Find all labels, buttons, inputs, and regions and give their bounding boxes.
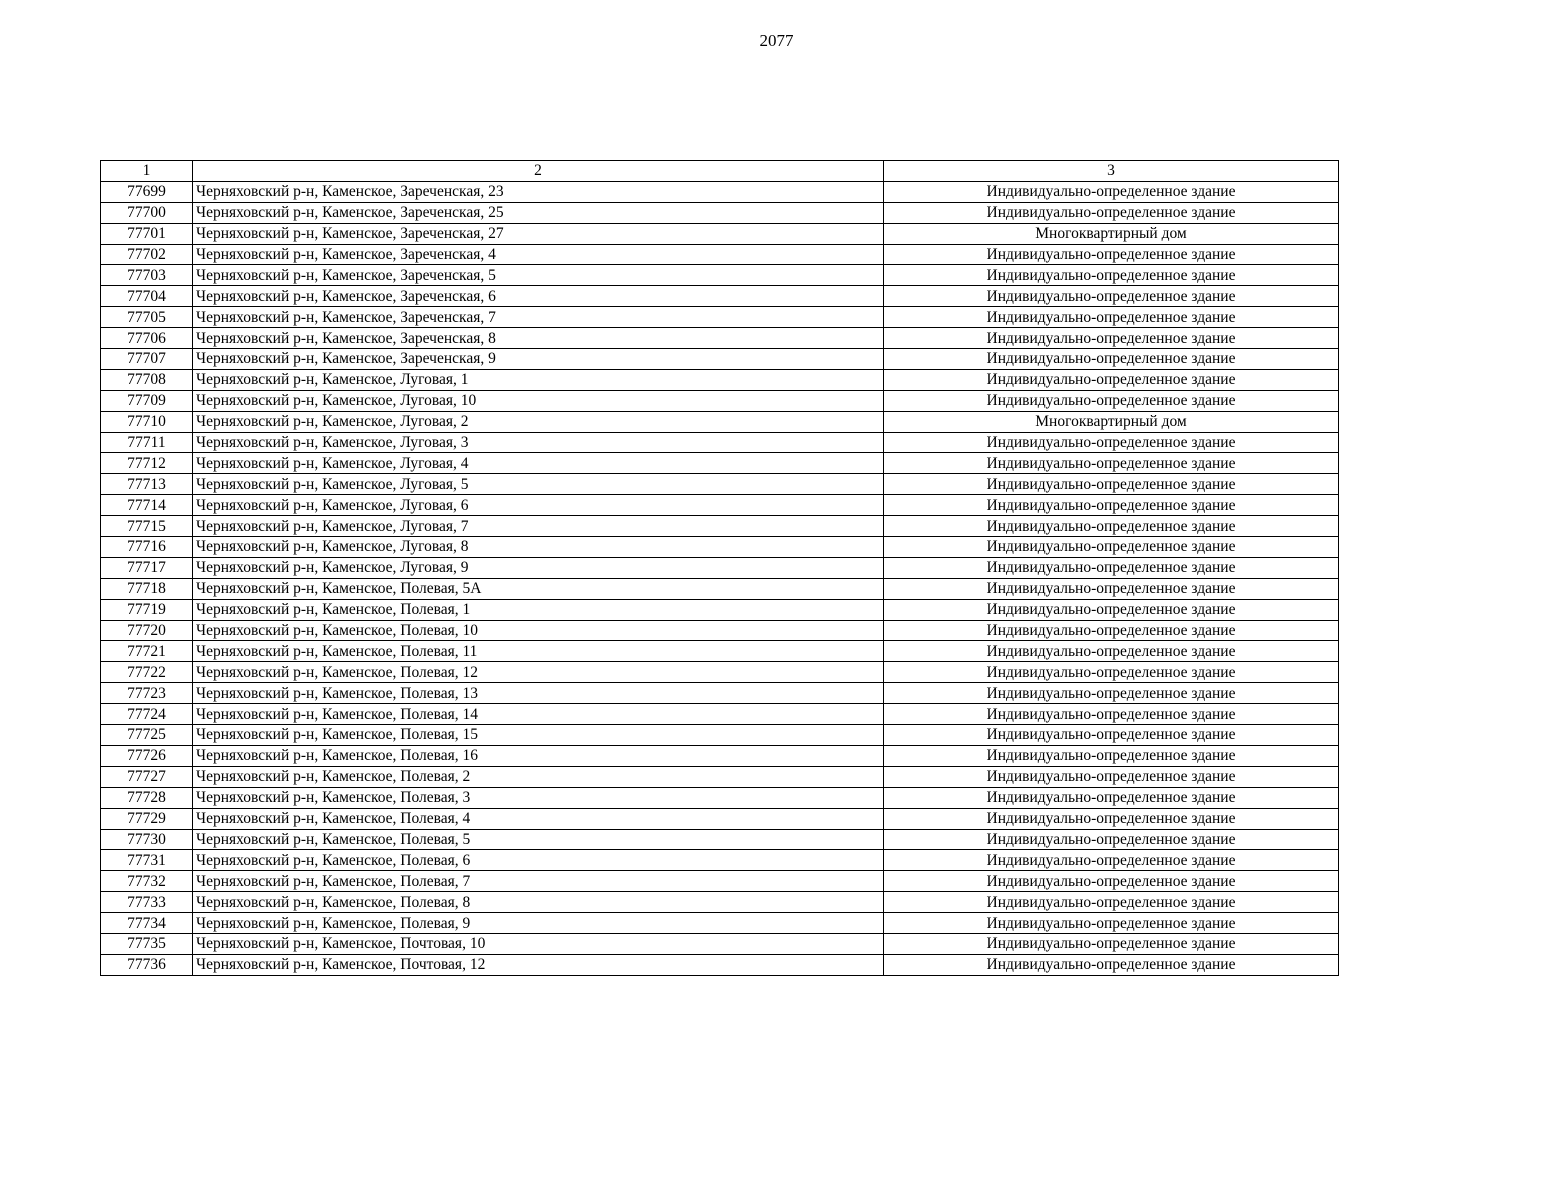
row-number-cell: 77730: [101, 829, 193, 850]
object-type-cell: Индивидуально-определенное здание: [884, 537, 1339, 558]
row-number-cell: 77704: [101, 286, 193, 307]
row-number-cell: 77715: [101, 516, 193, 537]
row-number-cell: 77720: [101, 620, 193, 641]
row-number-cell: 77712: [101, 453, 193, 474]
row-number-cell: 77717: [101, 557, 193, 578]
table-row: [101, 620, 1339, 641]
table-row: [101, 223, 1339, 244]
address-cell: Черняховский р-н, Каменское, Полевая, 4: [193, 808, 884, 829]
address-cell: Черняховский р-н, Каменское, Зареченская, 6: [193, 286, 884, 307]
table-row: [101, 599, 1339, 620]
row-number-cell: 77709: [101, 390, 193, 411]
table-row: [101, 390, 1339, 411]
row-number-cell: 77727: [101, 766, 193, 787]
row-number-cell: 77710: [101, 411, 193, 432]
table-row: [101, 578, 1339, 599]
object-type-cell: Многоквартирный дом: [884, 223, 1339, 244]
object-type-cell: Индивидуально-определенное здание: [884, 620, 1339, 641]
row-number-cell: 77731: [101, 850, 193, 871]
row-number-cell: 77714: [101, 495, 193, 516]
row-number-cell: 77726: [101, 745, 193, 766]
row-number-cell: 77732: [101, 871, 193, 892]
address-cell: Черняховский р-н, Каменское, Полевая, 15: [193, 725, 884, 746]
address-cell: Черняховский р-н, Каменское, Полевая, 11: [193, 641, 884, 662]
address-cell: Черняховский р-н, Каменское, Полевая, 3: [193, 787, 884, 808]
address-cell: Черняховский р-н, Каменское, Луговая, 2: [193, 411, 884, 432]
address-cell: Черняховский р-н, Каменское, Зареченская, 25: [193, 202, 884, 223]
object-type-cell: Индивидуально-определенное здание: [884, 390, 1339, 411]
address-cell: Черняховский р-н, Каменское, Зареченская, 23: [193, 181, 884, 202]
object-type-cell: Индивидуально-определенное здание: [884, 766, 1339, 787]
object-type-cell: Индивидуально-определенное здание: [884, 557, 1339, 578]
object-type-cell: Индивидуально-определенное здание: [884, 307, 1339, 328]
row-number-cell: 77729: [101, 808, 193, 829]
object-type-cell: Индивидуально-определенное здание: [884, 495, 1339, 516]
table-row: [101, 913, 1339, 934]
address-cell: Черняховский р-н, Каменское, Полевая, 1: [193, 599, 884, 620]
row-number-cell: 77711: [101, 432, 193, 453]
object-type-cell: Индивидуально-определенное здание: [884, 244, 1339, 265]
table-row: [101, 850, 1339, 871]
address-cell: Черняховский р-н, Каменское, Зареченская, 7: [193, 307, 884, 328]
address-cell: Черняховский р-н, Каменское, Полевая, 12: [193, 662, 884, 683]
object-type-cell: Индивидуально-определенное здание: [884, 829, 1339, 850]
table-row: [101, 244, 1339, 265]
table-row: [101, 745, 1339, 766]
object-type-cell: Индивидуально-определенное здание: [884, 181, 1339, 202]
table-row: [101, 349, 1339, 370]
address-cell: Черняховский р-н, Каменское, Полевая, 5А: [193, 578, 884, 599]
column-header-type: 3: [884, 161, 1339, 182]
address-cell: Черняховский р-н, Каменское, Зареченская, 8: [193, 328, 884, 349]
address-cell: Черняховский р-н, Каменское, Луговая, 6: [193, 495, 884, 516]
registry-table: [100, 160, 1339, 976]
address-cell: Черняховский р-н, Каменское, Полевая, 16: [193, 745, 884, 766]
object-type-cell: Индивидуально-определенное здание: [884, 328, 1339, 349]
address-cell: Черняховский р-н, Каменское, Полевая, 8: [193, 892, 884, 913]
address-cell: Черняховский р-н, Каменское, Луговая, 9: [193, 557, 884, 578]
row-number-cell: 77713: [101, 474, 193, 495]
object-type-cell: Индивидуально-определенное здание: [884, 787, 1339, 808]
address-cell: Черняховский р-н, Каменское, Зареченская, 9: [193, 349, 884, 370]
object-type-cell: Индивидуально-определенное здание: [884, 913, 1339, 934]
table-row: [101, 495, 1339, 516]
row-number-cell: 77699: [101, 181, 193, 202]
object-type-cell: Индивидуально-определенное здание: [884, 704, 1339, 725]
row-number-cell: 77725: [101, 725, 193, 746]
table-row: [101, 432, 1339, 453]
object-type-cell: Индивидуально-определенное здание: [884, 725, 1339, 746]
table-row: [101, 871, 1339, 892]
row-number-cell: 77718: [101, 578, 193, 599]
row-number-cell: 77705: [101, 307, 193, 328]
object-type-cell: Индивидуально-определенное здание: [884, 474, 1339, 495]
table-row: [101, 704, 1339, 725]
object-type-cell: Индивидуально-определенное здание: [884, 933, 1339, 954]
object-type-cell: Индивидуально-определенное здание: [884, 871, 1339, 892]
address-cell: Черняховский р-н, Каменское, Луговая, 5: [193, 474, 884, 495]
object-type-cell: Индивидуально-определенное здание: [884, 286, 1339, 307]
table-row: [101, 933, 1339, 954]
row-number-cell: 77722: [101, 662, 193, 683]
table-row: [101, 265, 1339, 286]
row-number-cell: 77700: [101, 202, 193, 223]
object-type-cell: Индивидуально-определенное здание: [884, 202, 1339, 223]
address-cell: Черняховский р-н, Каменское, Полевая, 14: [193, 704, 884, 725]
object-type-cell: Индивидуально-определенное здание: [884, 432, 1339, 453]
table-row: [101, 808, 1339, 829]
object-type-cell: Индивидуально-определенное здание: [884, 954, 1339, 975]
row-number-cell: 77707: [101, 349, 193, 370]
object-type-cell: Индивидуально-определенное здание: [884, 745, 1339, 766]
table-row: [101, 369, 1339, 390]
row-number-cell: 77706: [101, 328, 193, 349]
address-cell: Черняховский р-н, Каменское, Зареченская, 5: [193, 265, 884, 286]
object-type-cell: Многоквартирный дом: [884, 411, 1339, 432]
column-header-address: 2: [193, 161, 884, 182]
object-type-cell: Индивидуально-определенное здание: [884, 516, 1339, 537]
address-cell: Черняховский р-н, Каменское, Луговая, 7: [193, 516, 884, 537]
row-number-cell: 77702: [101, 244, 193, 265]
object-type-cell: Индивидуально-определенное здание: [884, 578, 1339, 599]
address-cell: Черняховский р-н, Каменское, Зареченская, 4: [193, 244, 884, 265]
address-cell: Черняховский р-н, Каменское, Полевая, 9: [193, 913, 884, 934]
row-number-cell: 77719: [101, 599, 193, 620]
table-row: [101, 202, 1339, 223]
table-row: [101, 516, 1339, 537]
table-row: [101, 662, 1339, 683]
object-type-cell: Индивидуально-определенное здание: [884, 369, 1339, 390]
row-number-cell: 77701: [101, 223, 193, 244]
table-row: [101, 328, 1339, 349]
row-number-cell: 77736: [101, 954, 193, 975]
table-row: [101, 766, 1339, 787]
address-cell: Черняховский р-н, Каменское, Полевая, 13: [193, 683, 884, 704]
address-cell: Черняховский р-н, Каменское, Полевая, 7: [193, 871, 884, 892]
address-cell: Черняховский р-н, Каменское, Полевая, 5: [193, 829, 884, 850]
table-row: [101, 787, 1339, 808]
table-row: [101, 286, 1339, 307]
object-type-cell: Индивидуально-определенное здание: [884, 850, 1339, 871]
table-row: [101, 474, 1339, 495]
address-cell: Черняховский р-н, Каменское, Луговая, 3: [193, 432, 884, 453]
table-row: [101, 557, 1339, 578]
row-number-cell: 77728: [101, 787, 193, 808]
object-type-cell: Индивидуально-определенное здание: [884, 349, 1339, 370]
row-number-cell: 77723: [101, 683, 193, 704]
table-row: [101, 307, 1339, 328]
table-row: [101, 537, 1339, 558]
page-number: 2077: [759, 31, 794, 50]
row-number-cell: 77724: [101, 704, 193, 725]
table-row: [101, 683, 1339, 704]
object-type-cell: Индивидуально-определенное здание: [884, 265, 1339, 286]
table-row: [101, 181, 1339, 202]
row-number-cell: 77708: [101, 369, 193, 390]
address-cell: Черняховский р-н, Каменское, Луговая, 4: [193, 453, 884, 474]
object-type-cell: Индивидуально-определенное здание: [884, 599, 1339, 620]
object-type-cell: Индивидуально-определенное здание: [884, 641, 1339, 662]
object-type-cell: Индивидуально-определенное здание: [884, 892, 1339, 913]
row-number-cell: 77721: [101, 641, 193, 662]
row-number-cell: 77703: [101, 265, 193, 286]
table-row: [101, 892, 1339, 913]
address-cell: Черняховский р-н, Каменское, Полевая, 10: [193, 620, 884, 641]
table-row: [101, 641, 1339, 662]
address-cell: Черняховский р-н, Каменское, Зареченская, 27: [193, 223, 884, 244]
table-row: [101, 725, 1339, 746]
column-header-number: 1: [101, 161, 193, 182]
row-number-cell: 77734: [101, 913, 193, 934]
object-type-cell: Индивидуально-определенное здание: [884, 662, 1339, 683]
object-type-cell: Индивидуально-определенное здание: [884, 453, 1339, 474]
object-type-cell: Индивидуально-определенное здание: [884, 683, 1339, 704]
row-number-cell: 77735: [101, 933, 193, 954]
address-cell: Черняховский р-н, Каменское, Полевая, 6: [193, 850, 884, 871]
address-cell: Черняховский р-н, Каменское, Луговая, 1: [193, 369, 884, 390]
registry-table-body: [101, 161, 1339, 976]
address-cell: Черняховский р-н, Каменское, Почтовая, 10: [193, 933, 884, 954]
row-number-cell: 77733: [101, 892, 193, 913]
table-row: [101, 453, 1339, 474]
address-cell: Черняховский р-н, Каменское, Луговая, 8: [193, 537, 884, 558]
address-cell: Черняховский р-н, Каменское, Полевая, 2: [193, 766, 884, 787]
table-row: [101, 954, 1339, 975]
address-cell: Черняховский р-н, Каменское, Луговая, 10: [193, 390, 884, 411]
table-row: [101, 411, 1339, 432]
table-row: [101, 829, 1339, 850]
object-type-cell: Индивидуально-определенное здание: [884, 808, 1339, 829]
address-cell: Черняховский р-н, Каменское, Почтовая, 12: [193, 954, 884, 975]
table-header-row: [101, 161, 1339, 182]
row-number-cell: 77716: [101, 537, 193, 558]
